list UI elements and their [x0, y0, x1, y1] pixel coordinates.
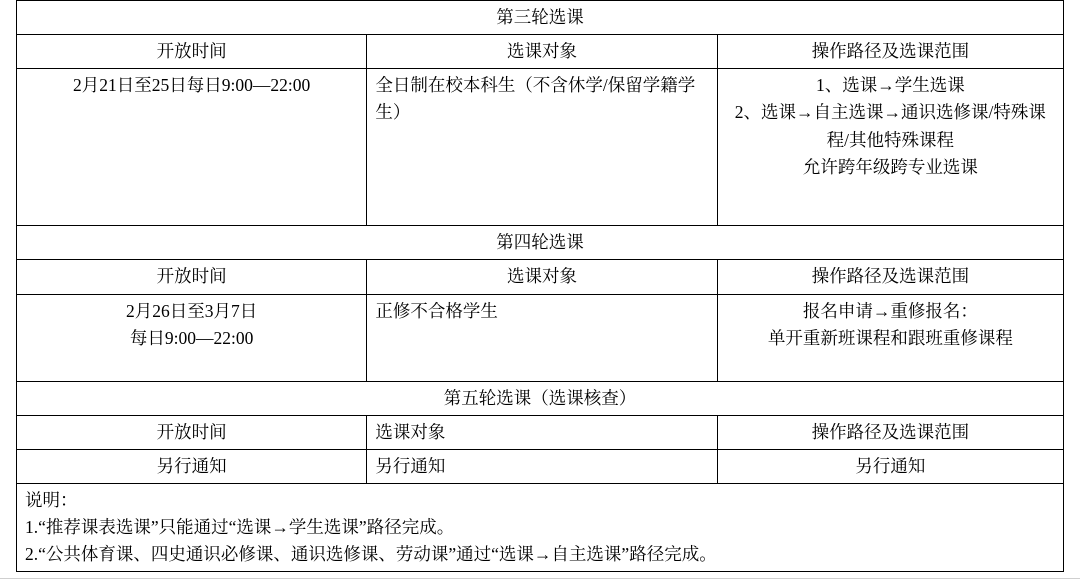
round4-header-path: 操作路径及选课范围 — [717, 260, 1063, 294]
table-row-round4-headers — [17, 260, 1064, 294]
round4-audience: 正修不合格学生 — [367, 294, 717, 381]
round3-path-line-2: 2、选课→自主选课→通识选修课/特殊课程/其他特殊课程 — [734, 102, 1046, 150]
table-row-round5-headers — [17, 415, 1064, 449]
round4-header-audience: 选课对象 — [367, 260, 717, 294]
round4-path-line-2: 单开重新班课程和跟班重修课程 — [767, 327, 1013, 348]
course-selection-table-container — [16, 0, 1064, 572]
round3-header-time: 开放时间 — [17, 35, 367, 69]
round5-path: 另行通知 — [717, 449, 1063, 483]
table-row-round3-title — [17, 1, 1064, 35]
round5-title: 第五轮选课（选课核查） — [17, 381, 1064, 415]
round4-time-line-2: 每日9:00—22:00 — [129, 327, 254, 348]
round3-path — [717, 69, 1063, 226]
table-row-round4-body — [17, 294, 1064, 381]
notes-item-1: 1.“推荐课表选课”只能通过“选课→学生选课”路径完成。 — [25, 517, 455, 537]
table-row-round5-title — [17, 381, 1064, 415]
round3-time: 2月21日至25日每日9:00—22:00 — [17, 69, 367, 226]
course-selection-table — [16, 0, 1064, 572]
round3-header-path: 操作路径及选课范围 — [717, 35, 1063, 69]
table-row-round4-title — [17, 226, 1064, 260]
notes-item-2: 2.“公共体育课、四史通识必修课、通识选修课、劳动课”通过“选课→自主选课”路径完成。 — [25, 544, 717, 565]
round5-header-time: 开放时间 — [17, 415, 367, 449]
notes-cell — [17, 483, 1064, 571]
round5-time: 另行通知 — [17, 449, 367, 483]
round4-time — [17, 294, 367, 381]
round3-path-line-3: 允许跨年级跨专业选课 — [802, 156, 978, 177]
round5-header-audience: 选课对象 — [367, 415, 717, 449]
table-row-notes — [17, 483, 1064, 571]
round4-header-time: 开放时间 — [17, 260, 367, 294]
round5-audience: 另行通知 — [367, 449, 717, 483]
round3-path-line-1: 1、选课→学生选课 — [815, 75, 965, 96]
table-row-round5-body — [17, 449, 1064, 483]
round3-title: 第三轮选课 — [17, 1, 1064, 35]
round3-audience: 全日制在校本科生（不含休学/保留学籍学生） — [367, 69, 717, 226]
round4-time-line-1: 2月26日至3月7日 — [126, 300, 258, 321]
round4-title: 第四轮选课 — [17, 226, 1064, 260]
notes-label: 说明： — [25, 489, 78, 510]
table-row-round3-body — [17, 69, 1064, 226]
round4-path-line-1: 报名申请→重修报名： — [802, 300, 978, 321]
round4-path — [717, 294, 1063, 381]
round5-header-path: 操作路径及选课范围 — [717, 415, 1063, 449]
page-bottom-rule — [0, 578, 1080, 579]
round3-header-audience: 选课对象 — [367, 35, 717, 69]
table-row-round3-headers — [17, 35, 1064, 69]
